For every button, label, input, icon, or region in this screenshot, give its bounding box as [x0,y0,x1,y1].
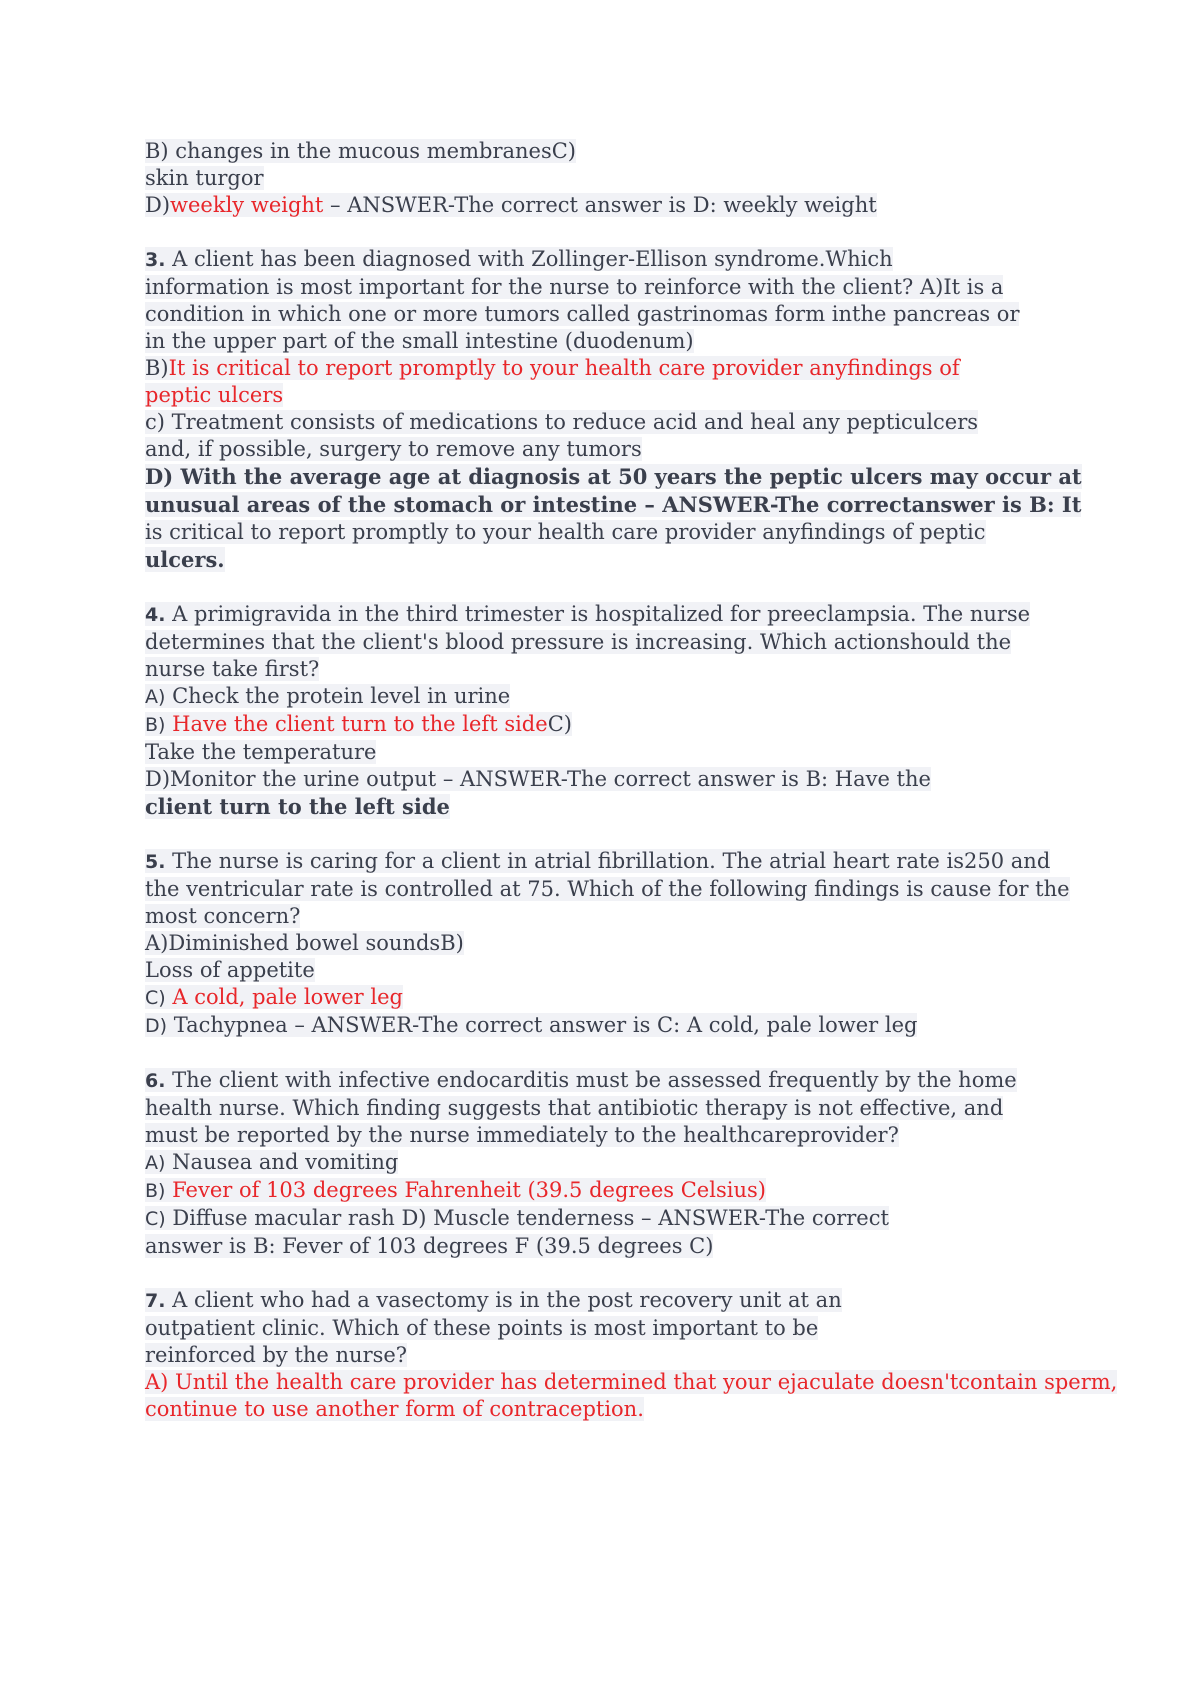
q5-question-line: 5. The nurse is caring for a client in atrial fibrillation. The atrial heart rate is250 and [145,849,1051,873]
q6-answer: answer is B: Fever of 103 degrees F (39.5 degrees C) [145,1234,714,1258]
q7-option-a-cont: continue to use another form of contraception. [145,1397,644,1421]
q4-line: nurse take first? [145,657,320,681]
q6-option-c-d: C) Diffuse macular rash D) Muscle tenderness – ANSWER-The correct [145,1206,889,1230]
q6-question-line: 6. The client with infective endocarditis must be assessed frequently by the home [145,1068,1017,1092]
q3-line: condition in which one or more tumors called gastrinomas form inthe pancreas or [145,302,1020,326]
q7-line: reinforced by the nurse? [145,1343,408,1367]
q3-correct-option: It is critical to report promptly to your health care provider anyfindings of [168,356,960,380]
q3-answer-cont: is critical to report promptly to your health care provider anyfindings of peptic [145,520,986,544]
q4-number: 4. [145,604,166,626]
q2-option-b-c: B) changes in the mucous membranesC) [145,139,577,163]
q2-option-c-text: skin turgor [145,166,264,190]
q5-number: 5. [145,851,166,873]
q3-line: information is most important for the nurse to reinforce with the client? A)It is a [145,275,1004,299]
q5-option-d: D) Tachypnea – ANSWER-The correct answer is C: A cold, pale lower leg [145,1013,918,1037]
q5-line: the ventricular rate is controlled at 75. Which of the following findings is cause for the [145,877,1070,901]
q5-line: most concern? [145,904,301,928]
q4-question-line: 4. A primigravida in the third trimester is hospitalized for preeclampsia. The nurse [145,602,1031,626]
q7-question-line: 7. A client who had a vasectomy is in the post recovery unit at an [145,1288,842,1312]
q3-option-d: D) With the average age at diagnosis at 50 years the peptic ulcers may occur at [145,464,1082,489]
q3-line: in the upper part of the small intestine (duodenum) [145,329,694,353]
q3-option-b: B)It is critical to report promptly to your health care provider anyfindings of [145,356,960,380]
q5-option-b: Loss of appetite [145,958,315,982]
q5-correct-option: A cold, pale lower leg [165,985,403,1009]
q4-line: determines that the client's blood pressure is increasing. Which actionshould the [145,630,1012,654]
q3-option-c-cont: and, if possible, surgery to remove any tumors [145,437,642,461]
q6-line: must be reported by the nurse immediately to the healthcareprovider? [145,1123,899,1147]
q7-number: 7. [145,1290,166,1312]
q4-correct-option: Have the client turn to the left side [165,712,548,736]
q5-option-a: A)Diminished bowel soundsB) [145,931,464,955]
q3-option-c: c) Treatment consists of medications to reduce acid and heal any pepticulcers [145,410,979,434]
q5-option-c: C) A cold, pale lower leg [145,985,403,1009]
q2-answer-line: D)weekly weight – ANSWER-The correct answer is D: weekly weight [145,193,877,217]
q4-option-a: A) Check the protein level in urine [145,684,511,708]
q6-option-a: A) Nausea and vomiting [145,1150,399,1174]
q3-answer: unusual areas of the stomach or intestine – ANSWER-The correctanswer is B: It [145,492,1082,517]
q7-line: outpatient clinic. Which of these points is most important to be [145,1316,819,1340]
q2-correct-option: weekly weight [170,193,324,217]
q3-number: 3. [145,249,166,271]
q7-correct-option: A) Until the health care provider has determined that your ejaculate doesn'tcontain sperm, [145,1370,1118,1394]
q3-question-line: 3. A client has been diagnosed with Zollinger-Ellison syndrome.Which [145,247,893,271]
q6-line: health nurse. Which finding suggests that antibiotic therapy is not effective, and [145,1096,1004,1120]
q4-option-b: B) Have the client turn to the left sideC) [145,712,572,736]
q4-answer-end: client turn to the left side [145,794,450,819]
q4-option-d: D)Monitor the urine output – ANSWER-The correct answer is B: Have the [145,767,931,791]
q6-number: 6. [145,1070,166,1092]
q3-answer-end: ulcers. [145,547,225,572]
document-content [145,138,1145,1423]
q4-option-c: Take the temperature [145,740,377,764]
q6-correct-option: Fever of 103 degrees Fahrenheit (39.5 degrees Celsius) [165,1178,766,1202]
q7-option-a [145,1369,1145,1396]
q6-option-b: B) Fever of 103 degrees Fahrenheit (39.5 degrees Celsius) [145,1178,766,1202]
q3-option-b-cont: peptic ulcers [145,383,284,407]
